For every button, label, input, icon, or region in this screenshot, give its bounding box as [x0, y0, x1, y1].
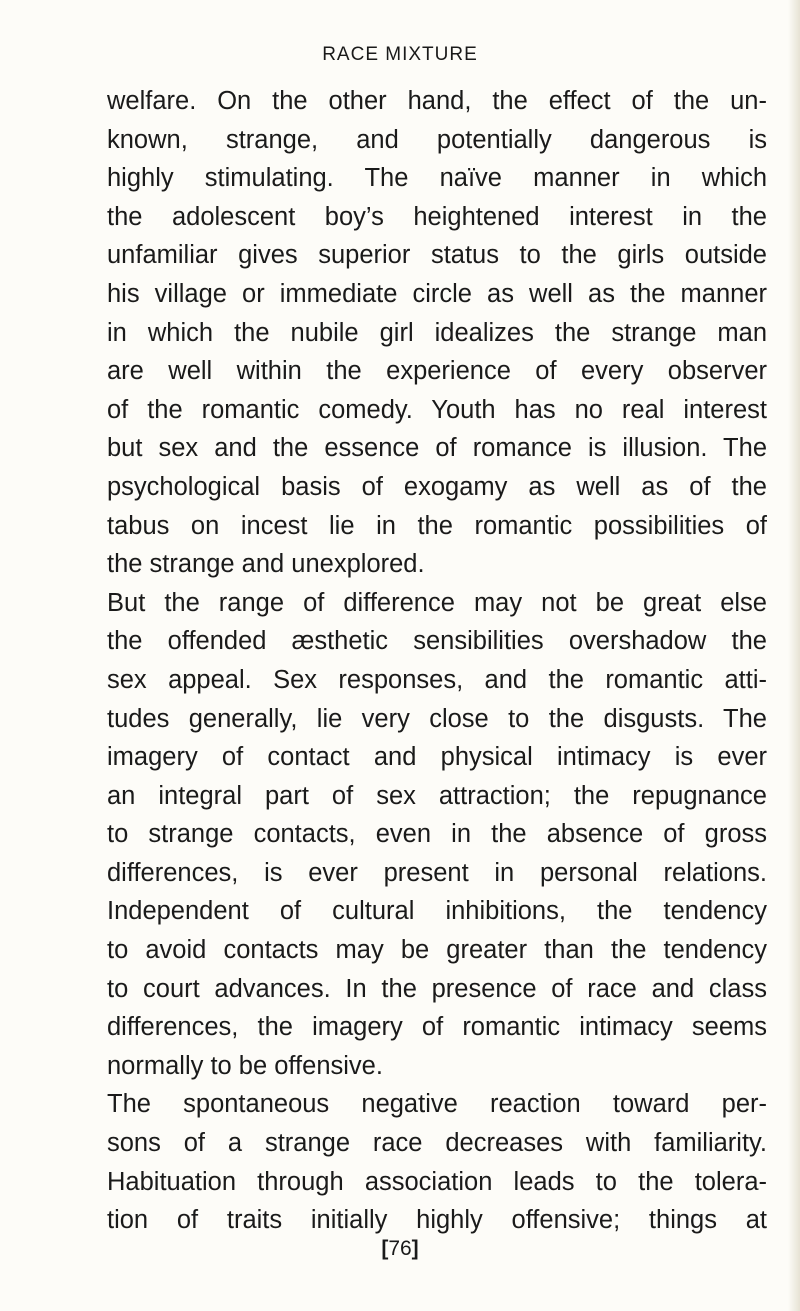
text-line: to avoid contacts may be greater than the tendency [107, 936, 767, 965]
text-line: psychological basis of exogamy as well as of the [107, 472, 767, 501]
text-line: but sex and the essence of romance is illusion. The [107, 434, 767, 463]
text-line: differences, is ever present in personal relations. [107, 858, 767, 887]
text-line: to court advances. In the presence of race and class [107, 974, 767, 1003]
body-text [107, 82, 767, 1240]
text-line: his village or immediate circle as well as the manner [107, 279, 767, 308]
text-line: welfare. On the other hand, the effect of the un- [107, 87, 767, 115]
text-line: in which the nubile girl idealizes the strange man [107, 318, 767, 347]
text-line: Habituation through association leads to the tolera- [107, 1167, 767, 1196]
text-line: highly stimulating. The naïve manner in which [107, 164, 767, 193]
folio-close-bracket: ] [411, 1237, 419, 1260]
text-line: the strange and unexplored. [107, 550, 425, 579]
text-line: are well within the experience of every observer [107, 357, 767, 386]
text-line: tion of traits initially highly offensive; things at [107, 1206, 767, 1235]
text-line: The spontaneous negative reaction toward per- [107, 1090, 767, 1119]
text-line: unfamiliar gives superior status to the girls outside [107, 241, 767, 270]
text-line: sons of a strange race decreases with familiarity. [107, 1129, 767, 1158]
folio-number: 76 [388, 1237, 412, 1260]
text-line: of the romantic comedy. Youth has no real interest [107, 395, 767, 424]
text-line: But the range of difference may not be great else [107, 588, 767, 617]
running-head: RACE MIXTURE [322, 44, 478, 65]
text-line: sex appeal. Sex responses, and the romantic atti- [107, 665, 767, 694]
page-number [0, 1237, 800, 1261]
text-line: tabus on incest lie in the romantic possibilities of [107, 511, 767, 540]
page-edge-shadow [788, 0, 800, 1311]
text-line: to strange contacts, even in the absence of gross [107, 820, 767, 849]
text-line: normally to be offensive. [107, 1051, 383, 1080]
text-line: differences, the imagery of romantic intimacy seems [107, 1013, 767, 1042]
text-line: known, strange, and potentially dangerous is [107, 125, 767, 154]
text-line: the offended æsthetic sensibilities overshadow the [107, 627, 767, 656]
text-line: an integral part of sex attraction; the repugnance [107, 781, 767, 810]
text-line: Independent of cultural inhibitions, the tendency [107, 897, 767, 926]
text-line: imagery of contact and physical intimacy is ever [107, 743, 767, 772]
text-line: tudes generally, lie very close to the disgusts. The [107, 704, 767, 733]
folio-open-bracket: [ [381, 1237, 389, 1260]
text-line: the adolescent boy’s heightened interest in the [107, 202, 767, 231]
